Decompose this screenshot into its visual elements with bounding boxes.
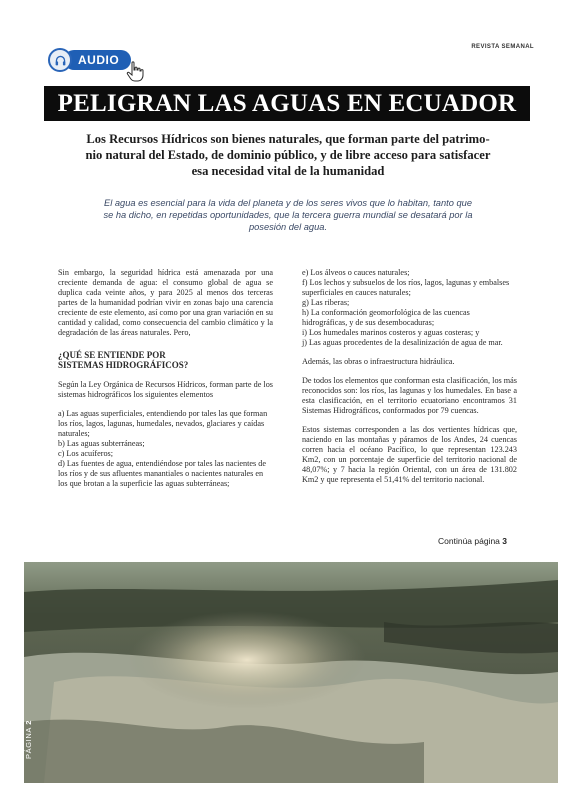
lead-line: esa necesidad vital de la humanidad <box>191 164 385 178</box>
list-item: g) Las riberas; <box>302 298 350 307</box>
list-item: f) Los lechos y subsuelos de los ríos, lagos, lagunas y embalses superficiales en cauces naturales; <box>302 278 510 297</box>
right-column <box>302 268 517 494</box>
list-item: d) Las fuentes de agua, entendiéndose por tales las nacientes de los ríos y de sus afluentes manantiales o nacientes naturales en los que brotan a la superficie las aguas subterráneas; <box>58 459 267 488</box>
paragraph: Sin embargo, la seguridad hídrica está amenazada por una creciente demanda de agua: el consumo global de agua se duplica cada veinte años, y para 2025 al menos dos terceras partes de la humanidad podrían vivir en zonas bajo una carencia creciente de este elemento, así como por una gran variación en su cantidad y calidad, como consecuencia del cambio climático y la degradación de las áreas naturales. Pero, <box>58 268 273 337</box>
page-label-text: PÁGINA <box>24 727 33 759</box>
lead-paragraph <box>44 131 532 179</box>
article-title-bar <box>44 86 530 121</box>
subheading-line: SISTEMAS HIDROGRÁFICOS? <box>58 360 189 370</box>
paragraph: Además, las obras o infraestructura hidráulica. <box>302 357 455 366</box>
headphones-icon <box>48 48 72 72</box>
intro-quote <box>52 197 524 233</box>
list-item: c) Los acuíferos; <box>58 449 114 458</box>
page-number: 2 <box>24 720 33 725</box>
article-title: PELIGRAN LAS AGUAS EN ECUADOR <box>57 89 517 117</box>
section-subheading <box>58 350 273 370</box>
lead-line: Los Recursos Hídricos son bienes naturales, que forman parte del patrimo- <box>86 132 490 146</box>
lead-line: nio natural del Estado, de dominio público, y de libre acceso para satisfacer <box>85 148 491 162</box>
paragraph: Estos sistemas corresponden a las dos vertientes hídricas que, naciendo en las montañas y páramos de los Andes, 24 cuencas corren hacia el océano Pacífico, lo que representan 123.243 Km2, con un porcentaje de superficie del territorio nacional de 48,07%; y 7 hacia la región Oriental, con un área de 131.802 Km2 y que representa el 51,41% del territorio nacional. <box>302 425 517 484</box>
magazine-name: REVISTA SEMANAL <box>471 44 534 50</box>
continue-link[interactable] <box>438 536 507 546</box>
quote-line: El agua es esencial para la vida del planeta y de los seres vivos que lo habitan, tanto que <box>104 198 472 208</box>
paragraph: Según la Ley Orgánica de Recursos Hídricos, forman parte de los sistemas hidrográficos los siguientes elementos <box>58 380 273 399</box>
audio-badge[interactable] <box>48 48 131 72</box>
list-item: e) Los álveos o cauces naturales; <box>302 268 410 277</box>
aerial-river-photo <box>24 562 558 783</box>
list-item: a) Las aguas superficiales, entendiendo por tales las que forman los ríos, lagos, lagunas, humedales, nevados, glaciares y caídas naturales; <box>58 409 268 438</box>
left-column <box>58 268 273 498</box>
list-item: i) Los humedales marinos costeros y aguas costeras; y <box>302 328 480 337</box>
list-item: j) Las aguas procedentes de la desalinización de agua de mar. <box>302 338 503 347</box>
page-number-label <box>24 720 33 759</box>
audio-label: AUDIO <box>64 50 131 70</box>
quote-line: se ha dicho, en repetidas oportunidades, que la tercera guerra mundial se desatará por la <box>103 210 473 220</box>
element-list <box>302 268 517 348</box>
continue-page-number: 3 <box>502 536 508 546</box>
quote-line: posesión del agua. <box>248 222 328 232</box>
pointing-hand-icon <box>124 59 150 83</box>
list-item: b) Las aguas subterráneas; <box>58 439 145 448</box>
element-list <box>58 409 273 489</box>
continue-text: Continúa página <box>438 536 500 546</box>
subheading-line: ¿QUÉ SE ENTIENDE POR <box>58 350 166 360</box>
paragraph: De todos los elementos que conforman esta clasificación, los más reconocidos son: los ríos, las lagunas y los humedales. En base a esta clasificación, en el territorio ecuatoriano encontramos 31 Sistemas Hidrográficos, conformados por 79 cuencas. <box>302 376 517 415</box>
list-item: h) La conformación geomorfológica de las cuencas hidrográficas, y de sus desembocaduras; <box>302 308 470 327</box>
